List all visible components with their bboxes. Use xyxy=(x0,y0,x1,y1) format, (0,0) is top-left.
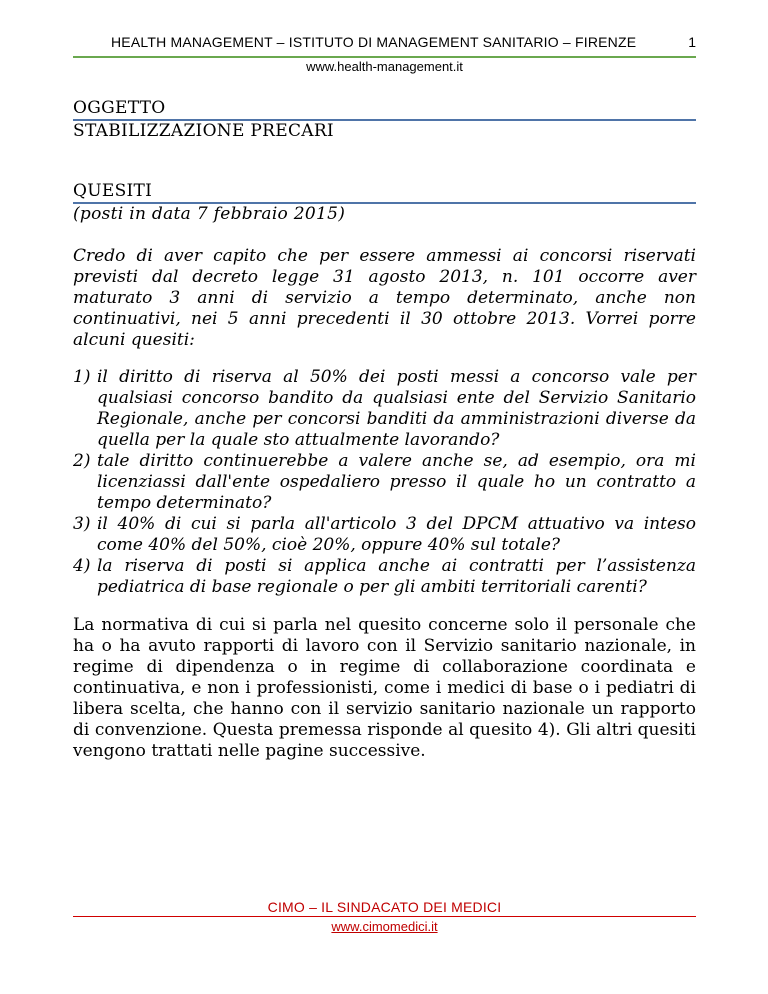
page-header xyxy=(73,34,696,76)
answer-paragraph: La normativa di cui si parla nel quesito concerne solo il personale che ha o ha avuto rapporti di lavoro con il Servizio sanitario nazionale, in regime di dipendenza o in regime di collaborazione coordinata e continuativa, e non i professionisti, come i medici di base o i pediatri di libera scelta, che hanno con il servizio sanitario nazionale un rapporto di convenzione. Questa premessa risponde al quesito 4). Gli altri quesiti vengono trattati nelle pagine successive. xyxy=(73,615,696,761)
question-intro: Credo di aver capito che per essere ammessi ai concorsi riservati previsti dal decreto legge 31 agosto 2013, n. 101 occorre aver maturato 3 anni di servizio a tempo determinato, anche non continuativi, nei 5 anni precedenti il 30 ottobre 2013. Vorrei porre alcuni quesiti: xyxy=(73,246,696,350)
question-text: tale diritto continuerebbe a valere anche se, ad esempio, ora mi licenziassi dall'ente ospedaliero presso il quale ho un contratto a tempo determinato? xyxy=(97,451,696,513)
footer-title: CIMO – IL SINDACATO DEI MEDICI xyxy=(267,899,502,915)
question-item xyxy=(73,514,696,556)
question-number: 3) xyxy=(73,514,91,534)
question-text: la riserva di posti si applica anche ai contratti per l’assistenza pediatrica di base regionale o per gli ambiti territoriali carenti? xyxy=(97,556,696,597)
question-text: il diritto di riserva al 50% dei posti messi a concorso vale per qualsiasi concorso bandito da qualsiasi ente del Servizio Sanitario Regionale, anche per concorsi banditi da amministrazioni diverse da quella per la quale sto attualmente lavorando? xyxy=(97,367,696,450)
oggetto-subject: STABILIZZAZIONE PRECARI xyxy=(73,121,334,141)
page-footer xyxy=(73,898,696,937)
question-text: il 40% di cui si parla all'articolo 3 del DPCM attuativo va inteso come 40% del 50%, cioè 20%, oppure 40% sul totale? xyxy=(97,514,696,555)
quesiti-date-note: (posti in data 7 febbraio 2015) xyxy=(73,204,346,224)
question-item xyxy=(73,451,696,514)
question-number: 2) xyxy=(73,451,91,471)
question-list xyxy=(73,367,696,598)
question-number: 1) xyxy=(73,367,91,387)
header-title: HEALTH MANAGEMENT – ISTITUTO DI MANAGEMENT SANITARIO – FIRENZE xyxy=(111,34,637,50)
header-rule xyxy=(73,56,696,58)
footer-url-link[interactable]: www.cimomedici.it xyxy=(331,919,438,934)
quesiti-heading: QUESITI xyxy=(73,181,153,201)
page-number: 1 xyxy=(688,34,696,50)
oggetto-heading: OGGETTO xyxy=(73,98,166,118)
question-item xyxy=(73,367,696,451)
question-item xyxy=(73,556,696,598)
header-url: www.health-management.it xyxy=(306,59,463,74)
question-number: 4) xyxy=(73,556,91,576)
document-body xyxy=(73,98,696,762)
